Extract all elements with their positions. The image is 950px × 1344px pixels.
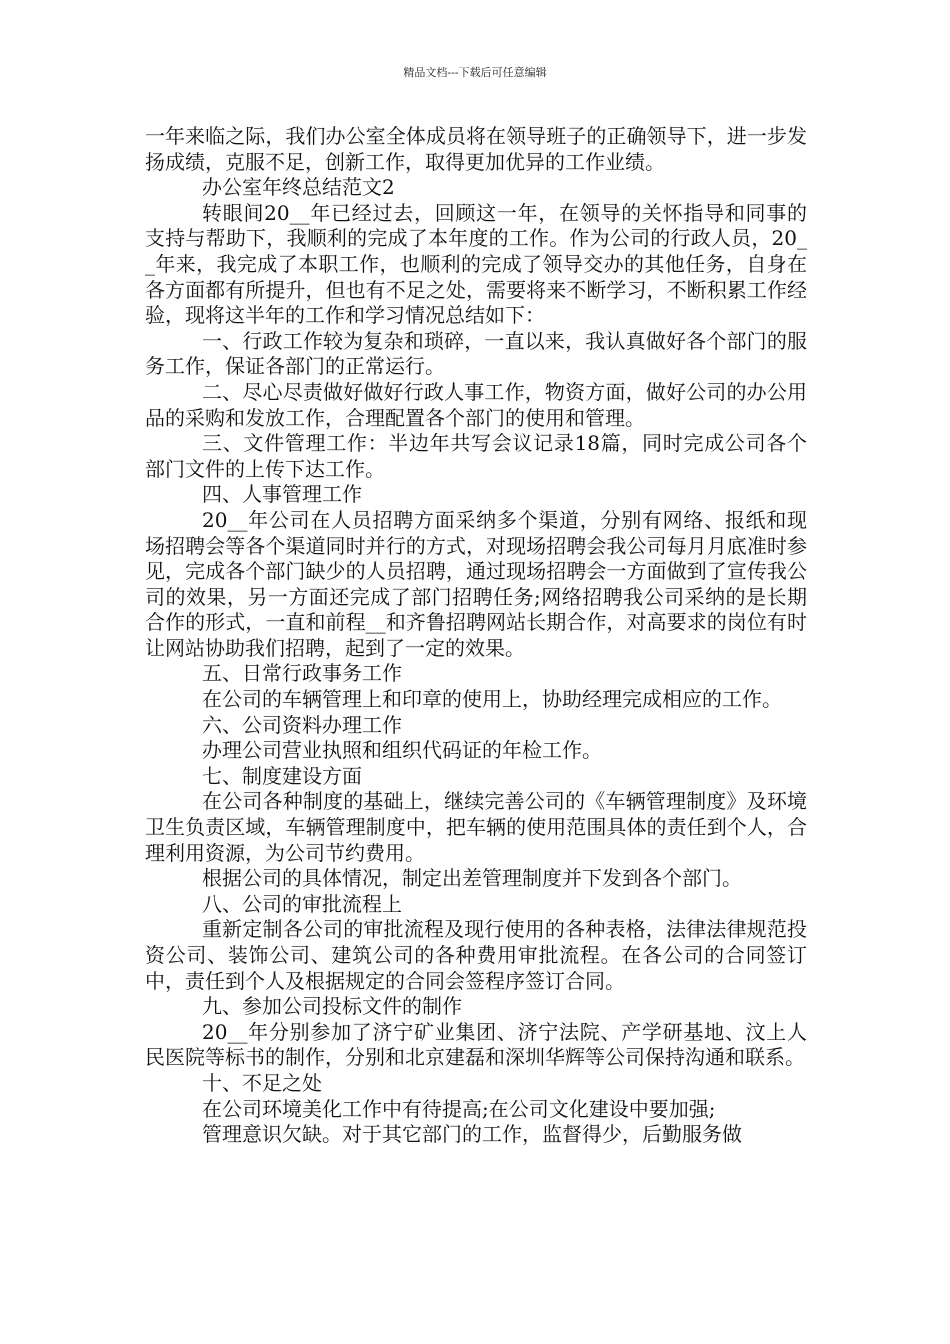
section-heading: 七、制度建设方面 <box>202 763 362 788</box>
section-heading: 六、公司资料办理工作 <box>202 712 402 737</box>
paragraph: 20__年公司在人员招聘方面采纳多个渠道，分别有网络、报纸和现场招聘会等各个渠道同时并行的方式，对现场招聘会我公司每月月底准时参见，完成各个部门缺少的人员招聘，通过现场招聘会一方面做到了宣传我公司的效果，另一方面还完成了部门招聘任务;网络招聘我公司采纳的是长期合作的形式，一直和前程__和齐鲁招聘网站长期合作，对高要求的岗位有时让网站协助我们招聘，起到了一定的效果。 <box>145 507 807 660</box>
paragraph: 20__年分别参加了济宁矿业集团、济宁法院、产学研基地、汶上人民医院等标书的制作，分别和北京建磊和深圳华辉等公司保持沟通和联系。 <box>145 1019 807 1070</box>
paragraph: 二、尽心尽责做好做好行政人事工作，物资方面，做好公司的办公用品的采购和发放工作，合理配置各个部门的使用和管理。 <box>145 379 807 430</box>
section-heading: 九、参加公司投标文件的制作 <box>202 994 462 1019</box>
section-title: 办公室年终总结范文2 <box>202 175 395 200</box>
paragraph: 一年来临之际，我们办公室全体成员将在领导班子的正确领导下，进一步发扬成绩，克服不足，创新工作，取得更加优异的工作业绩。 <box>145 124 807 174</box>
paragraph: 在公司各种制度的基础上，继续完善公司的《车辆管理制度》及环境卫生负责区域，车辆管理制度中，把车辆的使用范围具体的责任到个人，合理利用资源，为公司节约费用。 <box>145 789 807 865</box>
paragraph: 转眼间20__年已经过去，回顾这一年，在领导的关怀指导和同事的支持与帮助下，我顺利的完成了本年度的工作。作为公司的行政人员，20__年来，我完成了本职工作，也顺利的完成了领导交办的其他任务，自身在各方面都有所提升，但也有不足之处，需要将来不断学习，不断积累工作经验，现将这半年的工作和学习情况总结如下： <box>145 200 807 328</box>
section-heading: 五、日常行政事务工作 <box>202 661 402 686</box>
section-heading: 四、人事管理工作 <box>202 482 362 507</box>
section-heading: 八、公司的审批流程上 <box>202 891 402 916</box>
paragraph: 三、文件管理工作：半边年共写会议记录18篇，同时完成公司各个部门文件的上传下达工作。 <box>145 431 807 481</box>
paragraph: 根据公司的具体情况，制定出差管理制度并下发到各个部门。 <box>202 866 742 891</box>
paragraph: 办理公司营业执照和组织代码证的年检工作。 <box>202 738 602 763</box>
paragraph: 一、行政工作较为复杂和琐碎，一直以来，我认真做好各个部门的服务工作，保证各部门的正常运行。 <box>145 328 807 379</box>
page-header: 精品文档---下载后可任意编辑 <box>403 66 547 79</box>
paragraph: 重新定制各公司的审批流程及现行使用的各种表格，法律法律规范投资公司、装饰公司、建筑公司的各种费用审批流程。在各公司的合同签订中，责任到个人及根据规定的合同会签程序签订合同。 <box>145 917 807 993</box>
paragraph: 管理意识欠缺。对于其它部门的工作，监督得少，后勤服务做 <box>202 1122 742 1147</box>
section-heading: 十、不足之处 <box>202 1070 322 1095</box>
document-body <box>145 124 807 1148</box>
paragraph: 在公司的车辆管理上和印章的使用上，协助经理完成相应的工作。 <box>202 687 782 712</box>
paragraph: 在公司环境美化工作中有待提高;在公司文化建设中要加强; <box>202 1096 716 1121</box>
